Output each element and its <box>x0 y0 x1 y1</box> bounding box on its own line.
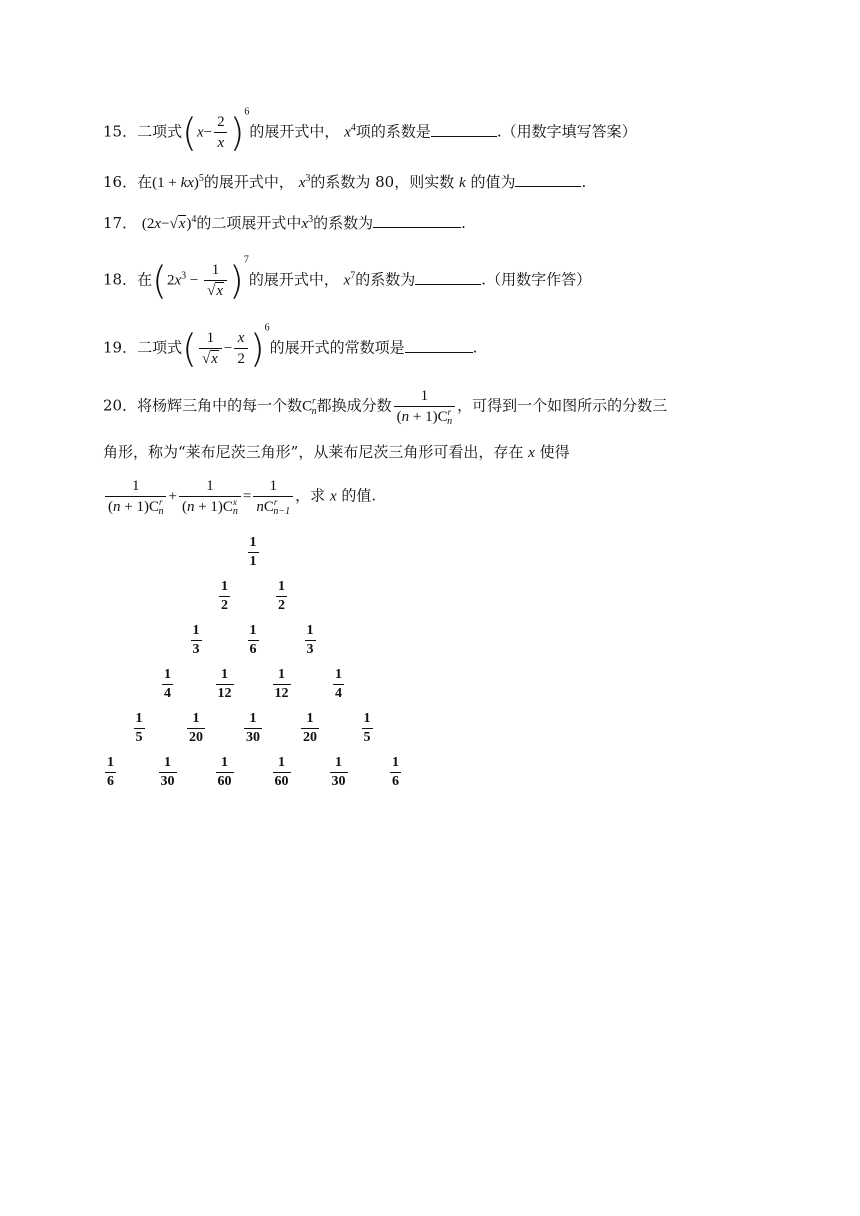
q20-line1a: 将杨辉三角中的每一个数 <box>137 396 303 415</box>
triangle-numerator: 1 <box>164 755 171 770</box>
q20-line2: 角形，称为“莱布尼茨三角形”，从莱布尼茨三角形可看出，存在 <box>103 443 524 461</box>
q20-number: 20． <box>103 396 138 415</box>
q17-exponent: 4 <box>191 214 197 225</box>
triangle-denominator: 20 <box>189 730 203 745</box>
q16-answer-blank[interactable] <box>515 172 581 187</box>
fraction-bar <box>187 728 205 729</box>
q15-right-paren: ) <box>229 110 245 155</box>
fraction-bar <box>216 772 234 773</box>
triangle-numerator: 1 <box>278 755 285 770</box>
triangle-fraction <box>210 755 240 790</box>
question-19: 19．二项式( $\frac{1}{√x}$ − $\frac{x}{2}$ )$^6$的展开式的常数项是 . <box>103 322 478 371</box>
triangle-fraction <box>352 711 382 746</box>
fraction-bar <box>219 596 230 597</box>
fraction-bar <box>216 684 234 685</box>
q17-text-4: . <box>461 214 466 232</box>
q16-variable-k: k <box>459 175 466 191</box>
triangle-denominator: 1 <box>249 554 257 569</box>
q20-line3a: ，求 <box>295 486 326 505</box>
triangle-fraction <box>324 755 354 790</box>
q20-line3-x: x <box>329 488 337 505</box>
q18-fraction: $\frac{1}{√x}$ <box>204 260 227 301</box>
q15-text-1: 二项式 <box>137 122 183 141</box>
fraction-bar <box>248 640 259 641</box>
q16-exponent: 5 <box>198 173 204 184</box>
triangle-denominator: 6 <box>249 642 257 657</box>
triangle-numerator: 1 <box>392 755 399 770</box>
triangle-denominator: 4 <box>335 686 342 701</box>
fraction-bar <box>105 772 116 773</box>
q19-left-paren: ( <box>182 326 197 371</box>
triangle-fraction <box>210 579 240 614</box>
q20-line1c: ，可得到一个如图所示的分数三 <box>457 396 668 415</box>
triangle-denominator: 2 <box>221 598 228 613</box>
q20-eq-fraction-1: $\frac{1}{(n + 1)C^r_n}$ <box>105 476 166 517</box>
triangle-fraction <box>153 755 183 790</box>
triangle-numerator: 1 <box>135 711 143 726</box>
triangle-denominator: 12 <box>217 686 232 701</box>
q20-line2-x: x <box>528 445 535 461</box>
q19-fraction-2: $\frac{x}{2}$ <box>234 328 248 369</box>
triangle-fraction <box>153 667 183 702</box>
triangle-denominator: 30 <box>246 730 260 745</box>
q15-answer-blank[interactable] <box>431 122 497 137</box>
q18-text-4: .（用数字作答） <box>481 270 592 289</box>
q19-exponent: 6 <box>264 322 270 334</box>
triangle-numerator: 1 <box>306 711 314 726</box>
fraction-bar <box>301 728 319 729</box>
fraction-bar <box>273 772 291 773</box>
triangle-denominator: 60 <box>274 774 289 789</box>
triangle-numerator: 1 <box>278 579 285 594</box>
triangle-fraction <box>210 667 240 702</box>
triangle-numerator: 1 <box>221 667 228 682</box>
q18-text-2: 的展开式中， <box>248 270 339 289</box>
question-18: 18．在($2x^3$ − $\frac{1}{√x}$ )$^7$的展开式中， $x^7$的系数为 .（用数字作答） <box>103 254 592 303</box>
question-20-line3: $\frac{1}{(n + 1)C^r_n}$ + $\frac{1}{(n + 1)C^x_n}$ = $\frac{1}{nC^r_{n-1}}$ ，求 x 的值. <box>103 476 376 517</box>
triangle-numerator: 1 <box>107 755 114 770</box>
question-16: 16．在(1 + kx)$^5$的展开式中， $x^3$的系数为 80，则实数 k 的值为 . <box>103 173 587 191</box>
triangle-denominator: 30 <box>160 774 175 789</box>
question-17: 17． $(2x-√x)^4$的二项展开式中$x^3$的系数为 . <box>103 214 466 232</box>
q19-text-3: . <box>472 338 478 357</box>
q18-right-paren: ) <box>228 258 244 303</box>
triangle-denominator: 6 <box>107 774 114 789</box>
q20-line3b: 的值. <box>341 486 377 505</box>
triangle-fraction <box>124 711 154 746</box>
q15-exponent: 6 <box>244 106 250 118</box>
triangle-fraction <box>267 755 297 790</box>
triangle-numerator: 1 <box>221 579 228 594</box>
triangle-denominator: 30 <box>331 774 346 789</box>
triangle-fraction <box>267 667 297 702</box>
q18-left-paren: ( <box>152 258 167 303</box>
triangle-numerator: 1 <box>164 667 171 682</box>
triangle-denominator: 20 <box>303 730 317 745</box>
q15-left-paren: ( <box>182 110 197 155</box>
triangle-denominator: 6 <box>392 774 399 789</box>
question-20-line2 <box>103 442 570 463</box>
q20-leibniz-fraction: $\frac{1}{(n + 1)C^r_n}$ <box>394 386 455 427</box>
q19-right-paren: ) <box>249 326 265 371</box>
fraction-bar <box>305 640 316 641</box>
fraction-bar <box>248 552 259 553</box>
q18-number: 18． <box>103 270 138 289</box>
triangle-numerator: 1 <box>335 667 342 682</box>
q16-text-1: 在 <box>137 173 153 191</box>
q17-text-3: 的系数为 <box>313 214 374 232</box>
triangle-numerator: 1 <box>249 535 257 550</box>
triangle-fraction <box>181 711 211 746</box>
q16-text-2: 的展开式中， <box>203 173 294 191</box>
q16-text-4: 的值为 <box>470 173 516 191</box>
triangle-fraction <box>324 667 354 702</box>
triangle-denominator: 12 <box>274 686 289 701</box>
triangle-numerator: 1 <box>306 623 314 638</box>
q17-text-2: 的二项展开式中 <box>196 214 302 232</box>
q19-number: 19． <box>103 338 138 357</box>
q20-line1b: 都换成分数 <box>316 396 392 415</box>
q15-text-2: 的展开式中， <box>249 122 340 141</box>
triangle-numerator: 1 <box>335 755 342 770</box>
triangle-fraction <box>295 623 325 658</box>
triangle-fraction <box>381 755 411 790</box>
triangle-denominator: 4 <box>164 686 171 701</box>
fraction-bar <box>390 772 401 773</box>
fraction-bar <box>276 596 287 597</box>
q15-text-3: 项的系数是 <box>355 122 431 141</box>
q20-eq-fraction-3: $\frac{1}{nC^r_{n-1}}$ <box>253 476 293 517</box>
question-20: 20．将杨辉三角中的每一个数$C^r_n$都换成分数 $\frac{1}{(n + 1)C^r_n}$ ，可得到一个如图所示的分数三 <box>103 388 668 427</box>
triangle-fraction <box>238 535 268 570</box>
triangle-fraction <box>238 623 268 658</box>
q18-answer-blank[interactable] <box>415 270 481 285</box>
q18-text-1: 在 <box>137 270 153 289</box>
q18-text-3: 的系数为 <box>355 270 416 289</box>
triangle-fraction <box>295 711 325 746</box>
q16-number: 16． <box>103 173 138 191</box>
triangle-fraction <box>267 579 297 614</box>
fraction-bar <box>162 684 173 685</box>
triangle-numerator: 1 <box>192 711 200 726</box>
triangle-numerator: 1 <box>363 711 371 726</box>
q20-eq-fraction-2: $\frac{1}{(n + 1)C^x_n}$ <box>179 476 241 517</box>
triangle-denominator: 3 <box>192 642 200 657</box>
q20-line2b: 使得 <box>539 443 570 461</box>
triangle-fraction <box>238 711 268 746</box>
fraction-bar <box>330 772 348 773</box>
triangle-denominator: 5 <box>363 730 371 745</box>
q15-fraction: $\frac{2}{x}$ <box>214 112 228 153</box>
fraction-bar <box>159 772 177 773</box>
q15-number: 15． <box>103 122 138 141</box>
q16-text-5: . <box>581 173 587 191</box>
triangle-denominator: 3 <box>306 642 314 657</box>
fraction-bar <box>134 728 145 729</box>
triangle-denominator: 5 <box>135 730 143 745</box>
q17-number: 17． <box>103 214 138 232</box>
fraction-bar <box>191 640 202 641</box>
q15-text-4: .（用数字填写答案） <box>496 122 637 141</box>
triangle-numerator: 1 <box>221 755 228 770</box>
triangle-numerator: 1 <box>249 711 257 726</box>
q18-exponent: 7 <box>243 254 249 266</box>
q19-answer-blank[interactable] <box>405 338 473 353</box>
q16-text-3: 的系数为 80，则实数 <box>310 173 455 191</box>
q17-answer-blank[interactable] <box>373 213 461 228</box>
question-15: 15．二项式(x− $\frac{2}{x}$ )$^6$的展开式中， $x^4$项的系数是 .（用数字填写答案） <box>103 106 637 155</box>
triangle-fraction <box>181 623 211 658</box>
fraction-bar <box>244 728 262 729</box>
triangle-numerator: 1 <box>278 667 285 682</box>
triangle-fraction <box>96 755 126 790</box>
fraction-bar <box>362 728 373 729</box>
triangle-denominator: 2 <box>278 598 285 613</box>
triangle-numerator: 1 <box>192 623 200 638</box>
triangle-denominator: 60 <box>217 774 232 789</box>
q19-fraction-1: $\frac{1}{√x}$ <box>199 328 222 369</box>
fraction-bar <box>273 684 291 685</box>
q19-text-2: 的展开式的常数项是 <box>269 338 405 357</box>
q19-text-1: 二项式 <box>137 338 183 357</box>
fraction-bar <box>333 684 344 685</box>
triangle-numerator: 1 <box>249 623 257 638</box>
